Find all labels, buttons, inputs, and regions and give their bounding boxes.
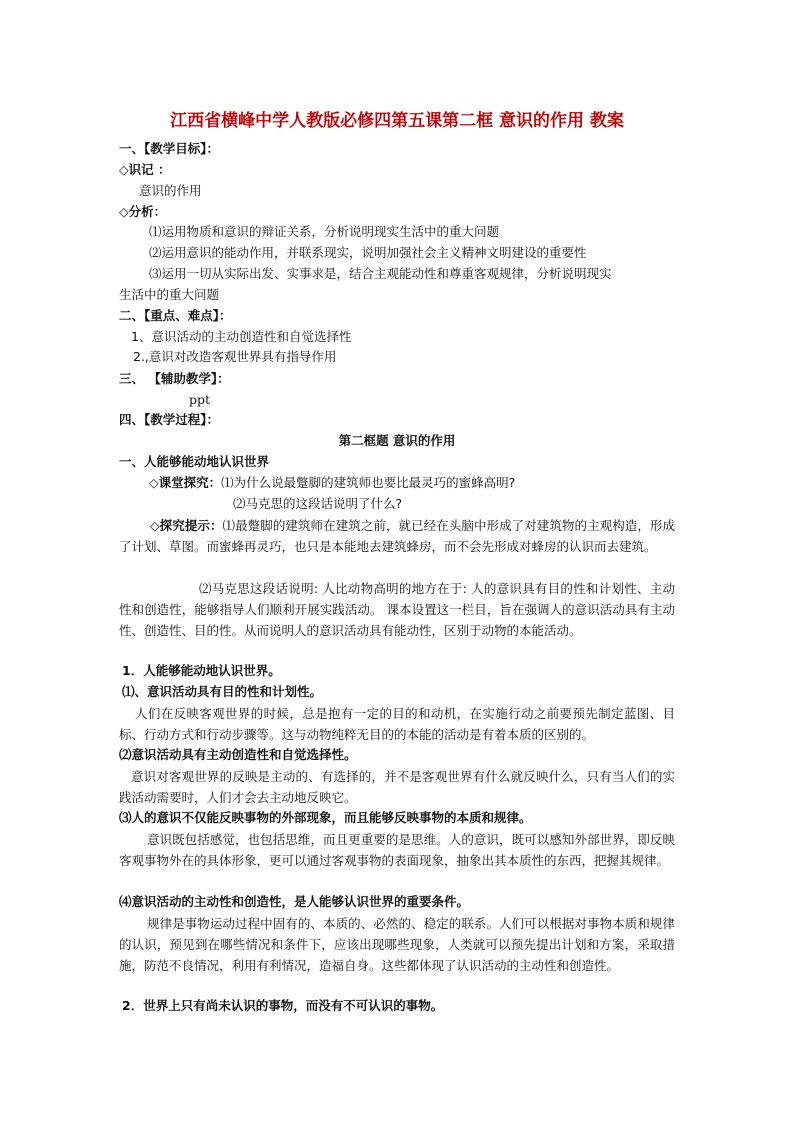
section-heading-keypoints: 二、【重点、难点】： (119, 308, 232, 323)
subpoint-heading-2: ⑵意识活动具有主动创造性和自觉选择性。 (119, 747, 357, 762)
keypoint-item-2: 2.,意识对改造客观世界具有指导作用 (133, 349, 337, 364)
explore-question-1: ⑴为什么说最蹩脚的建筑师也要比最灵巧的蜜蜂高明? (221, 475, 516, 490)
analysis-item-3: ⑶运用一切从实际出发、实事求是，结合主观能动性和尊重客观规律，分析说明现实 (149, 266, 612, 281)
section-heading-objectives: 一、【教学目标】： (119, 141, 220, 156)
analysis-item-3-continued: 生活中的重大问题 (119, 287, 220, 302)
document-title: 江西省横峰中学人教版必修四第五课第二框 意识的作用 教案 (170, 111, 624, 131)
hint-paragraph-1 (119, 515, 675, 557)
analysis-item-1: ⑴运用物质和意识的辩证关系，分析说明现实生活中的重大问题 (149, 224, 500, 239)
subpoint-text-3: 意识既包括感觉，也包括思维，而且更重要的是思维。人的意识，既可以感知外部世界，即反映客观事物外在的具体形象，更可以通过客观事物的表面现象，抽象出其本质性的东西，把握其规律。 (119, 832, 675, 868)
recall-label: ◇识记 ： (119, 162, 171, 177)
lesson-subtitle: 第二框题 意识的作用 (338, 433, 456, 448)
subpoint-heading-1: ⑴、意识活动具有目的性和计划性。 (122, 684, 323, 699)
aid-item-ppt: ppt (189, 392, 211, 407)
explore-row-1 (149, 473, 705, 493)
hint-text-1: ⑴最蹩脚的建筑师在建筑之前，就已经在头脑中形成了对建筑物的主观构造，形成了计划、草图。而蜜蜂再灵巧，也只是本能地去建筑蜂房，而不会先形成对蜂房的认识而去建筑。 (119, 518, 675, 554)
point-heading-2: 2．世界上只有尚未认识的事物，而没有不可认识的事物。 (122, 998, 444, 1013)
subpoint-heading-4: ⑷意识活动的主动性和创造性，是人能够认识世界的重要条件。 (119, 894, 470, 909)
recall-item: 意识的作用 (139, 183, 202, 198)
analysis-label: ◇分析： (119, 204, 167, 219)
part-heading-1: 一、人能够能动地认识世界 (119, 454, 270, 469)
explore-label: ◇课堂探究： (149, 475, 222, 490)
keypoint-item-1: 1、意识活动的主动创造性和自觉选择性 (131, 329, 352, 344)
section-heading-process: 四、【教学过程】： (119, 412, 220, 427)
subpoint-text-1: 人们在反映客观世界的时候，总是抱有一定的目的和动机，在实施行动之前要预先制定蓝图、目标、行动方式和行动步骤等。这与动物纯粹无目的的本能的活动是有着本质的区别的。 (119, 706, 675, 742)
subpoint-heading-3: ⑶人的意识不仅能反映事物的外部现象，而且能够反映事物的本质和规律。 (119, 810, 532, 825)
explore-question-2: ⑵马克思的这段话说明了什么? (233, 496, 403, 511)
subpoint-text-2: 意识对客观世界的反映是主动的、有选择的，并不是客观世界有什么就反映什么，只有当人们的实践活动需要时，人们才会去主动地反映它。 (119, 769, 675, 805)
section-heading-aids: 三、 【辅助教学】： (119, 371, 230, 386)
hint-label: ◇探究提示： (150, 518, 223, 533)
analysis-item-2: ⑵运用意识的能动作用，并联系现实，说明加强社会主义精神文明建设的重要性 (149, 245, 587, 260)
hint-paragraph-2: ⑵马克思这段话说明: 人比动物高明的地方在于: 人的意识具有目的性和计划性、主动性和创造性，能够指导人们顺利开展实践活动。 课本设置这一栏目，旨在强调人的意识活动具有主动性、创造性、目的性。从而说明人的意识活动具有能动性，区别于动物的本能活动。 (119, 581, 675, 638)
point-heading-1: 1．人能够能动地认识世界。 (122, 663, 281, 678)
subpoint-text-4: 规律是事物运动过程中固有的、本质的、必然的、稳定的联系。人们可以根据对事物本质和规律的认识，预见到在哪些情况和条件下，应该出现哪些现象，人类就可以预先提出计划和方案，采取措施，防范不良情况，利用有利情况，造福自身。这些都体现了认识活动的主动性和创造性。 (119, 916, 675, 973)
